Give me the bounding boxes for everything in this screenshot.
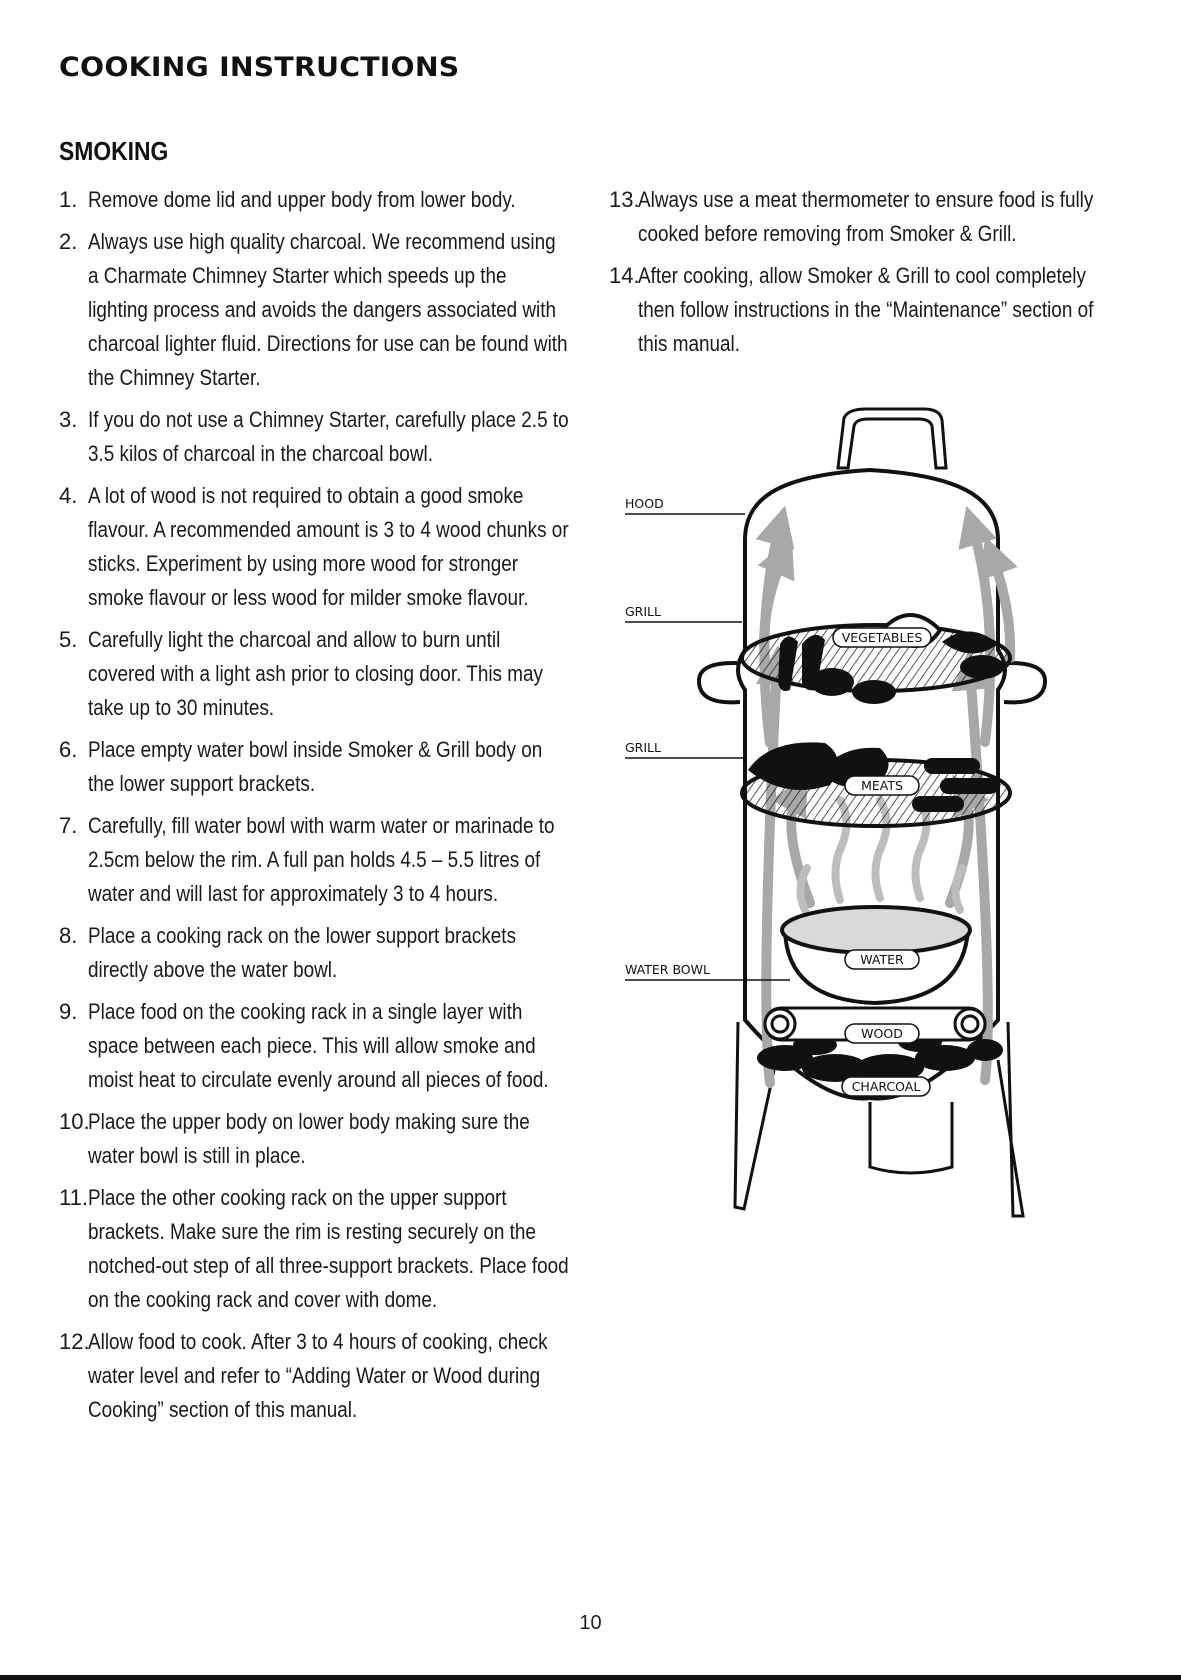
vegetables-pill: VEGETABLES (841, 630, 923, 645)
step-number: 5. (59, 627, 78, 652)
step-text: Carefully light the charcoal and allow to burn until covered with a light ash prior to closing door. This may take up to 30 minutes. (88, 627, 544, 720)
step-item (59, 403, 579, 471)
step-text: Always use high quality charcoal. We recommend using a Charmate Chimney Starter which speeds up the lighting process and avoids the dangers associated with charcoal lighter fluid. Directions for use can be found with the Chimney Starter. (88, 229, 568, 390)
lid-handle (838, 409, 946, 468)
hood-label: HOOD (625, 496, 664, 511)
steps-list-right (609, 183, 1129, 369)
bottom-vent (870, 1102, 952, 1173)
right-side-handle (1004, 663, 1045, 702)
step-number: 8. (59, 923, 78, 948)
grill-top-label: GRILL (625, 604, 661, 619)
step-item (59, 623, 579, 725)
page-number: 10 (579, 1612, 602, 1634)
step-item (59, 733, 579, 801)
step-number: 1. (59, 187, 78, 212)
page-title: COOKING INSTRUCTIONS (59, 52, 460, 83)
section-title: SMOKING (59, 136, 169, 166)
water-pill: WATER (860, 952, 904, 967)
step-item (59, 919, 579, 987)
wood-pill: WOOD (861, 1026, 903, 1041)
step-item (59, 225, 579, 395)
step-number: 11. (59, 1185, 88, 1210)
step-text: Carefully, fill water bowl with warm water or marinade to 2.5cm below the rim. A full pan holds 4.5 – 5.5 litres of water and will last for approximately 3 to 4 hours. (88, 813, 555, 906)
step-text: Remove dome lid and upper body from lower body. (88, 187, 516, 212)
step-text: After cooking, allow Smoker & Grill to cool completely then follow instructions in the “Maintenance” section of this manual. (638, 263, 1094, 356)
step-item (59, 183, 579, 217)
charcoal-pill: CHARCOAL (851, 1079, 921, 1094)
step-item (59, 479, 579, 615)
step-item (609, 259, 1129, 361)
step-text: Place a cooking rack on the lower support brackets directly above the water bowl. (88, 923, 517, 982)
step-item (609, 183, 1129, 251)
steps-list-left (59, 183, 579, 1435)
step-item (59, 1105, 579, 1173)
smoker-diagram (620, 400, 1120, 1240)
step-number: 4. (59, 483, 78, 508)
water-bowl-label: WATER BOWL (625, 962, 710, 977)
step-text: Place empty water bowl inside Smoker & Grill body on the lower support brackets. (88, 737, 543, 796)
step-text: Always use a meat thermometer to ensure food is fully cooked before removing from Smoker & Grill. (638, 187, 1094, 246)
step-text: Place the other cooking rack on the upper support brackets. Make sure the rim is resting securely on the notched-out step of all three-support brackets. Place food on the cooking rack and cover with dome. (88, 1185, 569, 1312)
step-number: 2. (59, 229, 78, 254)
step-item (59, 809, 579, 911)
step-text: A lot of wood is not required to obtain a good smoke flavour. A recommended amount is 3 to 4 wood chunks or sticks. Experiment by using more wood for stronger smoke flavour or less wood for milder smoke flavour. (88, 483, 569, 610)
step-item (59, 1181, 579, 1317)
step-text: Allow food to cook. After 3 to 4 hours of cooking, check water level and refer to “Adding Water or Wood during Cooking” section of this manual. (88, 1329, 548, 1422)
step-number: 9. (59, 999, 78, 1024)
step-number: 12. (59, 1329, 90, 1354)
step-number: 7. (59, 813, 78, 838)
grill-bottom-label: GRILL (625, 740, 661, 755)
step-number: 6. (59, 737, 78, 762)
left-side-handle (699, 663, 740, 702)
step-text: If you do not use a Chimney Starter, carefully place 2.5 to 3.5 kilos of charcoal in the charcoal bowl. (88, 407, 569, 466)
meats-pill: MEATS (861, 778, 903, 793)
step-number: 3. (59, 407, 78, 432)
step-text: Place the upper body on lower body making sure the water bowl is still in place. (88, 1109, 530, 1168)
step-number: 14. (609, 263, 640, 288)
footer-rule (0, 1675, 1181, 1680)
step-item (59, 995, 579, 1097)
step-item (59, 1325, 579, 1427)
step-number: 13. (609, 187, 640, 212)
step-number: 10. (59, 1109, 90, 1134)
step-text: Place food on the cooking rack in a single layer with space between each piece. This will allow smoke and moist heat to circulate evenly around all pieces of food. (88, 999, 549, 1092)
